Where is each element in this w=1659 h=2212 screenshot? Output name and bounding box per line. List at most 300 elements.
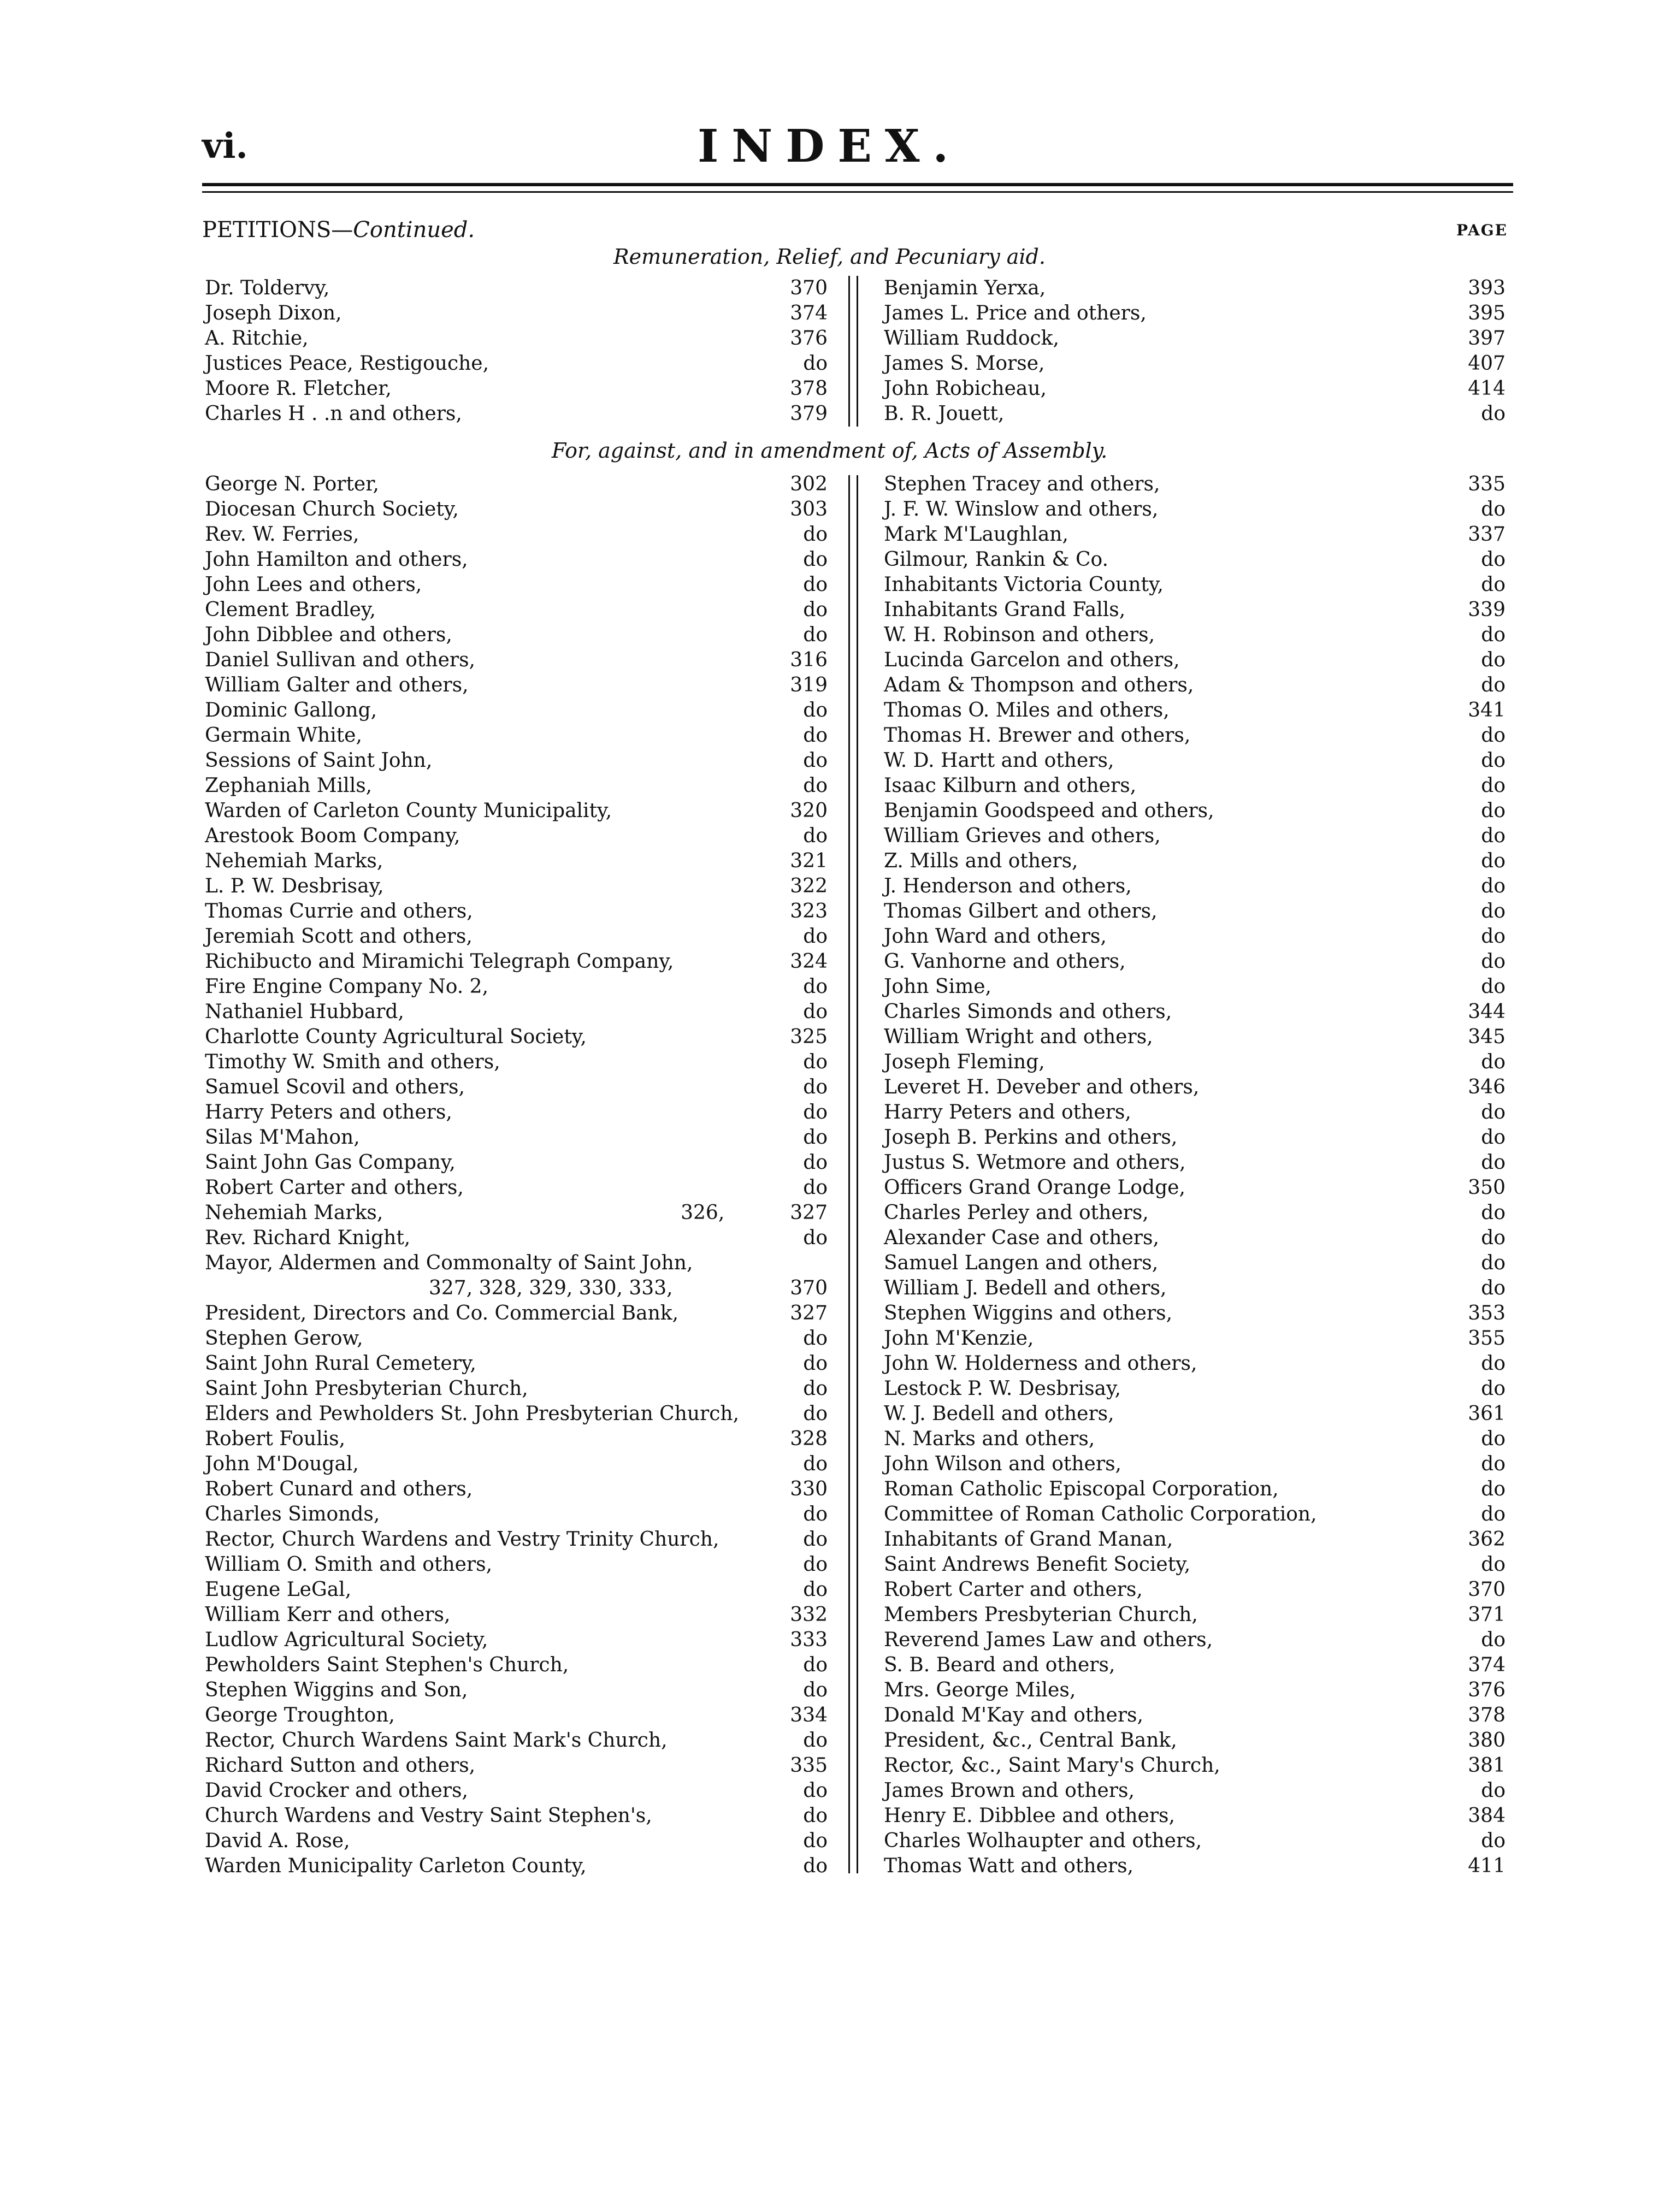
entry-page — [1481, 1552, 1506, 1577]
entry-name: Thomas H. Brewer and others, — [884, 724, 1191, 747]
index-entry — [884, 1803, 1506, 1829]
entry-name: Harry Peters and others, — [205, 1101, 452, 1123]
entry-page-value: 414 — [1468, 377, 1506, 400]
entry-page — [1468, 1703, 1506, 1728]
entry-page-value: do — [803, 1101, 828, 1123]
entry-page — [1468, 1577, 1506, 1602]
entry-page — [1468, 1728, 1506, 1753]
entry-name: John Ward and others, — [884, 925, 1107, 948]
page-number: vi. — [202, 126, 248, 167]
entry-name: Joseph Fleming, — [884, 1051, 1045, 1073]
entry-page — [790, 874, 828, 899]
index-entry — [884, 1854, 1506, 1879]
index-entry — [205, 1150, 828, 1175]
index-entry — [884, 1326, 1506, 1351]
entry-page — [790, 1025, 828, 1050]
entry-page — [1468, 1301, 1506, 1326]
entry-page-value: 395 — [1468, 302, 1506, 324]
index-entry — [205, 1376, 828, 1401]
entry-page — [803, 1527, 828, 1552]
entry-page — [1481, 497, 1506, 522]
entry-page-value: do — [1481, 1151, 1506, 1174]
entry-name: Saint Andrews Benefit Society, — [884, 1553, 1191, 1576]
index-entry — [205, 723, 828, 748]
index-entry — [884, 1602, 1506, 1628]
index-entry — [884, 1050, 1506, 1075]
entry-name: Lucinda Garcelon and others, — [884, 649, 1180, 671]
entry-page-value: do — [803, 1578, 828, 1601]
entry-page-extra: 326, — [681, 1202, 725, 1224]
index-entry — [205, 623, 828, 648]
index-entry — [884, 1276, 1506, 1301]
entry-page — [1468, 1602, 1506, 1628]
entry-page — [1468, 1753, 1506, 1778]
entry-page-value: do — [803, 624, 828, 646]
entry-page-value: do — [803, 1377, 828, 1400]
index-entry — [205, 824, 828, 849]
index-entry — [205, 999, 828, 1025]
entry-name: Elders and Pewholders St. John Presbyterian Church, — [205, 1403, 740, 1425]
index-entry — [884, 598, 1506, 623]
entry-name: Stephen Tracey and others, — [884, 473, 1160, 495]
index-entry — [884, 1678, 1506, 1703]
entry-page — [681, 1200, 828, 1226]
index-entry — [884, 1778, 1506, 1803]
entry-page — [803, 1175, 828, 1200]
entry-name: Thomas Gilbert and others, — [884, 900, 1158, 922]
index-entry — [884, 1502, 1506, 1527]
entry-page-value: do — [803, 573, 828, 596]
entry-page-value: 327 — [790, 1202, 828, 1224]
column-divider — [848, 276, 858, 427]
entry-page-value: do — [803, 1327, 828, 1350]
entry-page — [1481, 1778, 1506, 1803]
entry-page — [803, 351, 828, 376]
entry-page-value: do — [1481, 950, 1506, 973]
entry-name: Thomas Currie and others, — [205, 900, 473, 922]
entry-page-value: do — [1481, 403, 1506, 425]
entry-name: Reverend James Law and others, — [884, 1629, 1213, 1651]
entry-page — [1481, 723, 1506, 748]
entry-name: John Lees and others, — [205, 573, 422, 596]
entry-page-value: 341 — [1468, 699, 1506, 721]
entry-page — [1481, 572, 1506, 598]
entry-name: James S. Morse, — [884, 352, 1045, 375]
entry-name: Daniel Sullivan and others, — [205, 649, 475, 671]
index-entry — [884, 1150, 1506, 1175]
entry-name: Ludlow Agricultural Society, — [205, 1629, 488, 1651]
entry-page-value: 381 — [1468, 1754, 1506, 1777]
entry-page-value: 378 — [790, 377, 828, 400]
entry-page — [1481, 673, 1506, 698]
entry-name: Rev. Richard Knight, — [205, 1227, 411, 1249]
index-entry — [205, 1326, 828, 1351]
entry-name: David A. Rose, — [205, 1830, 350, 1852]
entry-page-value: do — [1481, 1629, 1506, 1651]
index-entry — [205, 1025, 828, 1050]
entry-name: Sessions of Saint John, — [205, 749, 433, 772]
entry-page-value: 339 — [1468, 599, 1506, 621]
entry-name: Members Presbyterian Church, — [884, 1604, 1198, 1626]
entry-name: Saint John Presbyterian Church, — [205, 1377, 528, 1400]
entry-page — [803, 1502, 828, 1527]
entry-name: James L. Price and others, — [884, 302, 1147, 324]
entry-page-value: do — [803, 599, 828, 621]
entry-page — [803, 1552, 828, 1577]
entry-page — [1481, 1427, 1506, 1452]
entry-name: Saint John Rural Cemetery, — [205, 1352, 476, 1375]
index-entry — [205, 849, 828, 874]
entry-page-value: do — [1481, 1478, 1506, 1500]
entry-page-value: 376 — [1468, 1679, 1506, 1701]
entry-page-value: do — [1481, 975, 1506, 998]
index-entry — [884, 572, 1506, 598]
entry-page-value: 384 — [1468, 1805, 1506, 1827]
index-entry — [205, 773, 828, 799]
index-entry — [205, 1703, 828, 1728]
entry-page-value: do — [1481, 1352, 1506, 1375]
entry-page-value: do — [1481, 925, 1506, 948]
index-entry — [884, 1753, 1506, 1778]
index-entry — [884, 401, 1506, 427]
entry-name: William Wright and others, — [884, 1026, 1153, 1048]
entry-page-value: do — [803, 925, 828, 948]
index-entry — [884, 949, 1506, 974]
entry-page-value: 370 — [790, 1277, 828, 1299]
entry-page — [790, 326, 828, 351]
entry-page — [1468, 1854, 1506, 1879]
entry-name: Dr. Toldervy, — [205, 277, 330, 299]
entry-page-value: do — [1481, 573, 1506, 596]
entry-page — [1468, 1678, 1506, 1703]
entry-page — [1481, 1125, 1506, 1150]
entry-page — [790, 849, 828, 874]
index-entry — [884, 301, 1506, 326]
entry-page — [803, 1150, 828, 1175]
index-entry — [884, 1427, 1506, 1452]
entry-page-value: 325 — [790, 1026, 828, 1048]
entry-name: Henry E. Dibblee and others, — [884, 1805, 1175, 1827]
entry-name: Lestock P. W. Desbrisay, — [884, 1377, 1121, 1400]
entry-page — [1481, 1150, 1506, 1175]
entry-page — [1481, 849, 1506, 874]
entry-page-value: do — [803, 1679, 828, 1701]
index-entry — [884, 1075, 1506, 1100]
index-entry — [205, 698, 828, 723]
entry-page — [803, 1678, 828, 1703]
entry-name: John Robicheau, — [884, 377, 1047, 400]
index-entry — [884, 497, 1506, 522]
entry-name: William O. Smith and others, — [205, 1553, 493, 1576]
entry-page-value: 378 — [1468, 1704, 1506, 1726]
entry-page-value: 333 — [790, 1629, 828, 1651]
entry-page-value: 380 — [1468, 1729, 1506, 1752]
entry-page-value: 346 — [1468, 1076, 1506, 1098]
entry-page-value: 324 — [790, 950, 828, 973]
index-entry — [205, 1075, 828, 1100]
entry-page-value: do — [803, 1051, 828, 1073]
entry-name: Charles H . .n and others, — [205, 403, 462, 425]
entry-page-value: do — [1481, 900, 1506, 922]
entry-name: John Hamilton and others, — [205, 548, 468, 571]
entry-page — [1468, 1326, 1506, 1351]
entry-name: Stephen Wiggins and Son, — [205, 1679, 468, 1701]
index-entry — [205, 1829, 828, 1854]
entry-page-value: do — [803, 1830, 828, 1852]
entry-page-value: 353 — [1468, 1302, 1506, 1324]
entry-page-value: do — [803, 1001, 828, 1023]
entry-name: Richard Sutton and others, — [205, 1754, 476, 1777]
entry-page — [1468, 698, 1506, 723]
index-entry — [884, 1401, 1506, 1427]
entry-page — [803, 748, 828, 773]
index-entry — [884, 1200, 1506, 1226]
entry-page — [1468, 522, 1506, 547]
entry-page — [1468, 276, 1506, 301]
index-entry — [884, 1829, 1506, 1854]
entry-page — [790, 1427, 828, 1452]
entry-page — [803, 1577, 828, 1602]
index-entry — [205, 673, 828, 698]
entry-name: W. J. Bedell and others, — [884, 1403, 1114, 1425]
entry-page-value: do — [803, 1654, 828, 1676]
index-entry — [884, 899, 1506, 924]
index-entry — [205, 401, 828, 427]
entry-page-value: 323 — [790, 900, 828, 922]
entry-page — [790, 1703, 828, 1728]
index-entry — [884, 1376, 1506, 1401]
entry-name: President, Directors and Co. Commercial Bank, — [205, 1302, 679, 1324]
entry-page — [803, 1401, 828, 1427]
entry-page — [1481, 1226, 1506, 1251]
index-entry — [884, 773, 1506, 799]
entry-page-value: do — [803, 1729, 828, 1752]
index-entry — [884, 698, 1506, 723]
entry-page-value: 334 — [790, 1704, 828, 1726]
entry-page — [803, 623, 828, 648]
index-entry — [205, 522, 828, 547]
entry-page-value: do — [803, 1553, 828, 1576]
entry-name: Robert Foulis, — [205, 1428, 346, 1450]
index-entry — [205, 1577, 828, 1602]
entry-name: Inhabitants of Grand Manan, — [884, 1528, 1173, 1551]
index-entry — [884, 1552, 1506, 1577]
entry-name: Moore R. Fletcher, — [205, 377, 392, 400]
entry-page-value: do — [1481, 800, 1506, 822]
entry-page — [1481, 547, 1506, 572]
left-column — [205, 276, 828, 427]
index-entry — [884, 1703, 1506, 1728]
index-entry — [884, 748, 1506, 773]
entry-page-value: do — [803, 1151, 828, 1174]
entry-page-value: do — [803, 1352, 828, 1375]
index-entry — [884, 1477, 1506, 1502]
entry-page — [1468, 1025, 1506, 1050]
entry-page — [1468, 1401, 1506, 1427]
header-rule-thick — [202, 183, 1513, 186]
entry-page-value: 376 — [790, 327, 828, 350]
index-entry — [205, 1678, 828, 1703]
entry-page-value: do — [1481, 1503, 1506, 1525]
entry-page — [790, 301, 828, 326]
entry-name: Charles Wolhaupter and others, — [884, 1830, 1202, 1852]
index-entry — [205, 1301, 828, 1326]
page-title: INDEX. — [697, 120, 962, 173]
index-entry — [205, 598, 828, 623]
entry-page-value: 344 — [1468, 1001, 1506, 1023]
index-entry — [884, 1452, 1506, 1477]
entry-name: Germain White, — [205, 724, 362, 747]
entry-page-value: 302 — [790, 473, 828, 495]
entry-page — [790, 472, 828, 497]
entry-name: Nathaniel Hubbard, — [205, 1001, 404, 1023]
entry-name: Roman Catholic Episcopal Corporation, — [884, 1478, 1279, 1500]
entry-page — [1481, 1628, 1506, 1653]
entry-page-value: 379 — [790, 403, 828, 425]
entry-name: A. Ritchie, — [205, 327, 309, 350]
entry-page-value: do — [803, 1805, 828, 1827]
entry-name: Warden of Carleton County Municipality, — [205, 800, 612, 822]
entry-page — [803, 1778, 828, 1803]
entry-page-value: do — [1481, 850, 1506, 872]
entry-page — [803, 698, 828, 723]
index-entry — [884, 1728, 1506, 1753]
entry-page-value: 374 — [1468, 1654, 1506, 1676]
index-entry — [205, 1728, 828, 1753]
entry-name: Samuel Scovil and others, — [205, 1076, 465, 1098]
entry-page — [1481, 623, 1506, 648]
index-entry — [884, 1100, 1506, 1125]
index-entry — [205, 874, 828, 899]
entry-page — [790, 1753, 828, 1778]
entry-page — [1481, 748, 1506, 773]
index-entry — [884, 522, 1506, 547]
entry-page — [790, 949, 828, 974]
entry-page-value: 303 — [790, 498, 828, 521]
entry-name: Nehemiah Marks, — [205, 850, 383, 872]
entry-name: Committee of Roman Catholic Corporation, — [884, 1503, 1317, 1525]
entry-page — [803, 999, 828, 1025]
entry-page-value: do — [1481, 649, 1506, 671]
entry-page-value: 355 — [1468, 1327, 1506, 1350]
entry-page-value: do — [803, 1779, 828, 1802]
index-entry — [884, 1251, 1506, 1276]
entry-name: Rector, &c., Saint Mary's Church, — [884, 1754, 1220, 1777]
entry-page — [1481, 949, 1506, 974]
index-entry — [884, 999, 1506, 1025]
entry-page-value: 350 — [1468, 1176, 1506, 1199]
index-entry — [205, 748, 828, 773]
entry-page — [1468, 472, 1506, 497]
entry-page — [790, 401, 828, 427]
entry-page — [790, 799, 828, 824]
entry-page — [803, 1803, 828, 1829]
entry-name: John M'Dougal, — [205, 1453, 359, 1475]
entry-page-value: do — [803, 724, 828, 747]
entry-name: Isaac Kilburn and others, — [884, 774, 1137, 797]
entry-name: John M'Kenzie, — [884, 1327, 1034, 1350]
entry-name: John Sime, — [884, 975, 991, 998]
entry-name: William Galter and others, — [205, 674, 469, 696]
entry-page — [1481, 1200, 1506, 1226]
entry-page-value: 319 — [790, 674, 828, 696]
index-entry — [884, 673, 1506, 698]
entry-name: Inhabitants Grand Falls, — [884, 599, 1126, 621]
index-entry — [884, 849, 1506, 874]
entry-page — [1481, 874, 1506, 899]
entry-page — [1468, 1075, 1506, 1100]
entry-name: Samuel Langen and others, — [884, 1252, 1159, 1274]
index-entry — [205, 1653, 828, 1678]
entry-page — [803, 1376, 828, 1401]
right-column — [884, 276, 1506, 427]
entry-name: Justices Peace, Restigouche, — [205, 352, 489, 375]
entry-page — [1481, 1829, 1506, 1854]
entry-name: Stephen Wiggins and others, — [884, 1302, 1173, 1324]
index-entry — [884, 1301, 1506, 1326]
entry-page — [803, 547, 828, 572]
entry-name: Gilmour, Rankin & Co. — [884, 548, 1108, 571]
entry-page — [1481, 1050, 1506, 1075]
entry-name: Inhabitants Victoria County, — [884, 573, 1164, 596]
entry-name: W. D. Hartt and others, — [884, 749, 1114, 772]
entry-name: L. P. W. Desbrisay, — [205, 875, 384, 897]
entry-page — [1468, 301, 1506, 326]
index-entry — [884, 723, 1506, 748]
entry-page-value: do — [1481, 1051, 1506, 1073]
entry-name: N. Marks and others, — [884, 1428, 1095, 1450]
entry-page-value: do — [1481, 1830, 1506, 1852]
index-entry — [884, 874, 1506, 899]
index-entry — [205, 276, 828, 301]
index-entry — [205, 1175, 828, 1200]
entry-page — [803, 924, 828, 949]
entry-page-value: 328 — [790, 1428, 828, 1450]
index-entry — [205, 1427, 828, 1452]
entry-name: Arestook Boom Company, — [205, 825, 460, 847]
index-entry — [884, 623, 1506, 648]
entry-page-value: do — [803, 749, 828, 772]
entry-page-value: do — [803, 1227, 828, 1249]
entry-page-value: do — [1481, 498, 1506, 521]
entry-page-value: do — [803, 1176, 828, 1199]
entry-page — [1481, 1452, 1506, 1477]
entry-page-value: do — [1481, 624, 1506, 646]
entry-page — [790, 1477, 828, 1502]
index-entry — [884, 1577, 1506, 1602]
entry-page-value: 320 — [790, 800, 828, 822]
entry-page — [1468, 351, 1506, 376]
entry-name: Adam & Thompson and others, — [884, 674, 1194, 696]
index-entry — [884, 376, 1506, 401]
index-entry — [884, 276, 1506, 301]
entry-page-value: do — [803, 1855, 828, 1877]
entry-name: Robert Cunard and others, — [205, 1478, 473, 1500]
entry-page-value: do — [1481, 1377, 1506, 1400]
entry-page-value: do — [1481, 1202, 1506, 1224]
entry-page — [1481, 401, 1506, 427]
index-entry — [205, 497, 828, 522]
entry-name: George N. Porter, — [205, 473, 379, 495]
entry-name: Richibucto and Miramichi Telegraph Company, — [205, 950, 674, 973]
index-entry — [205, 572, 828, 598]
index-entry — [205, 1753, 828, 1778]
index-entry — [205, 1778, 828, 1803]
entry-name: James Brown and others, — [884, 1779, 1135, 1802]
entry-name: Robert Carter and others, — [884, 1578, 1143, 1601]
entry-page-value: do — [1481, 724, 1506, 747]
group-heading: For, against, and in amendment of, Acts of Assembly. — [551, 439, 1108, 463]
